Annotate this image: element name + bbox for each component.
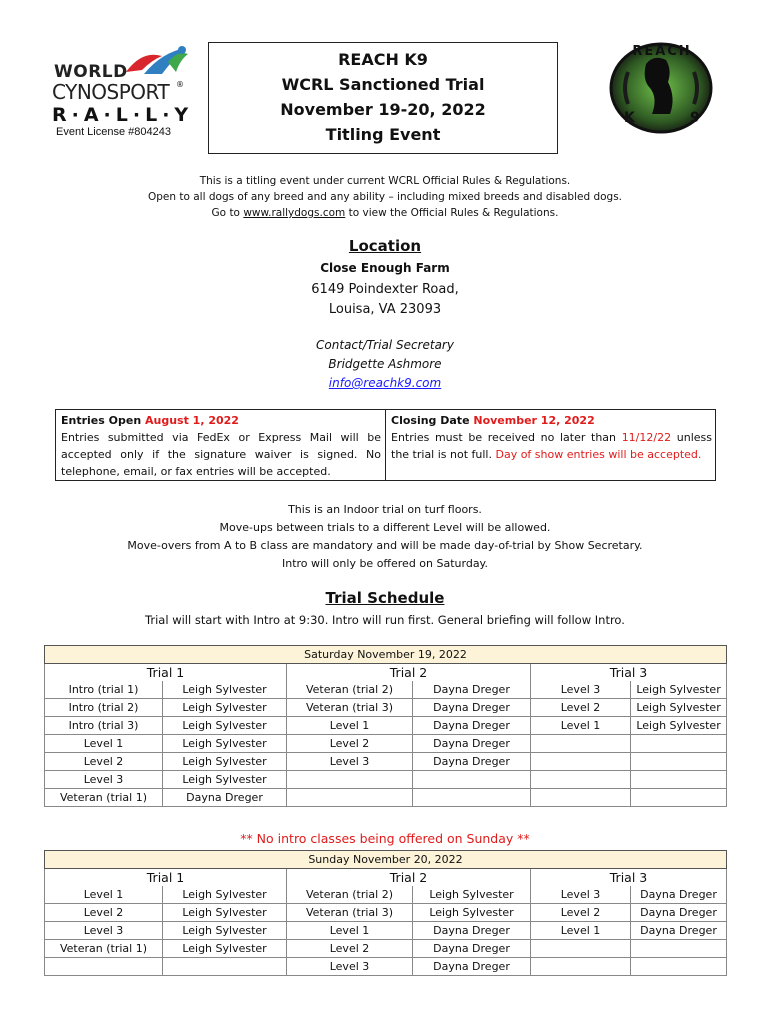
saturday-schedule-judge-cell <box>631 771 727 789</box>
sunday-trial-1-header: Trial 1 <box>45 869 287 887</box>
saturday-schedule-class-cell: Level 1 <box>45 735 163 753</box>
saturday-schedule-row <box>45 735 727 753</box>
saturday-schedule-judge-cell: Leigh Sylvester <box>163 753 287 771</box>
entries-open-cell <box>56 410 386 480</box>
saturday-schedule-judge-cell <box>631 753 727 771</box>
saturday-day-header: Saturday November 19, 2022 <box>45 646 727 664</box>
sunday-schedule-class-cell: Level 2 <box>287 940 413 958</box>
saturday-schedule-row <box>45 681 727 699</box>
intro-line-2: Open to all dogs of any breed and any ability – including mixed breeds and disabled dogs. <box>147 191 623 203</box>
sunday-schedule-class-cell: Veteran (trial 1) <box>45 940 163 958</box>
trial-schedule-subtitle: Trial will start with Intro at 9:30. Intro will run first. General briefing will follow Intro. <box>145 613 625 627</box>
saturday-schedule-class-cell <box>287 789 413 807</box>
entries-open-heading <box>61 412 381 429</box>
entries-close-text-pre: Entries must be received no later than <box>391 431 622 444</box>
sunday-trial-2-header: Trial 2 <box>287 869 531 887</box>
logo-cynosport-text: CYNOSPORT <box>52 80 170 104</box>
saturday-schedule-class-cell: Level 3 <box>531 681 631 699</box>
sunday-trial-3-header: Trial 3 <box>531 869 727 887</box>
entries-close-text-mid: unless the trial is not full. <box>391 431 712 461</box>
saturday-trial-2-header: Trial 2 <box>287 664 531 682</box>
sunday-schedule-class-cell: Level 2 <box>45 904 163 922</box>
contact-name: Bridgette Ashmore <box>328 357 442 371</box>
entries-open-date: August 1, 2022 <box>144 414 239 427</box>
saturday-schedule-class-cell: Level 1 <box>287 717 413 735</box>
sunday-schedule-judge-cell: Leigh Sylvester <box>163 904 287 922</box>
sunday-schedule-class-cell: Level 3 <box>531 886 631 904</box>
event-license: Event License #804243 <box>56 126 171 138</box>
intro-line-3-prefix: Go to <box>211 207 244 219</box>
sunday-schedule-judge-cell: Dayna Dreger <box>413 940 531 958</box>
note-line-1: This is an Indoor trial on turf floors. <box>288 503 482 516</box>
contact-email-link[interactable]: info@reachk9.com <box>328 376 442 390</box>
title-event-type: Titling Event <box>325 125 441 144</box>
location-heading: Location <box>348 237 422 255</box>
sunday-schedule-judge-cell <box>163 958 287 976</box>
saturday-schedule-judge-cell: Leigh Sylvester <box>631 717 727 735</box>
sunday-schedule-table <box>44 850 727 976</box>
sunday-schedule-row <box>45 886 727 904</box>
saturday-schedule-judge-cell <box>413 771 531 789</box>
saturday-schedule-body <box>45 646 727 807</box>
saturday-schedule-table <box>44 645 727 807</box>
saturday-schedule-judge-cell: Leigh Sylvester <box>163 681 287 699</box>
trial-schedule-heading: Trial Schedule <box>325 589 445 607</box>
saturday-schedule-class-cell <box>531 771 631 789</box>
event-title-box <box>208 42 558 154</box>
saturday-schedule-row <box>45 699 727 717</box>
saturday-schedule-class-cell: Intro (trial 2) <box>45 699 163 717</box>
saturday-schedule-judge-cell: Leigh Sylvester <box>631 681 727 699</box>
sunday-schedule-class-cell <box>45 958 163 976</box>
saturday-schedule-row <box>45 717 727 735</box>
logo-world-text: WORLD <box>54 62 128 82</box>
saturday-schedule-judge-cell: Dayna Dreger <box>413 753 531 771</box>
sunday-schedule-judge-cell: Leigh Sylvester <box>163 922 287 940</box>
logo-registered-mark: ® <box>176 80 184 89</box>
sunday-schedule-class-cell: Level 3 <box>287 958 413 976</box>
saturday-schedule-row <box>45 771 727 789</box>
saturday-schedule-class-cell: Veteran (trial 2) <box>287 681 413 699</box>
saturday-schedule-judge-cell: Leigh Sylvester <box>631 699 727 717</box>
sunday-schedule-class-cell: Level 1 <box>531 922 631 940</box>
saturday-schedule-judge-cell: Dayna Dreger <box>413 735 531 753</box>
saturday-trial-1-header: Trial 1 <box>45 664 287 682</box>
saturday-trial-3-header: Trial 3 <box>531 664 727 682</box>
intro-line-3 <box>0 205 770 221</box>
sunday-schedule-class-cell <box>531 940 631 958</box>
sunday-schedule-class-cell: Level 1 <box>287 922 413 940</box>
title-dates: November 19-20, 2022 <box>280 100 486 119</box>
reach-k9-logo <box>606 42 716 134</box>
intro-line-1: This is a titling event under current WCRL Official Rules & Regulations. <box>199 175 571 187</box>
sunday-schedule-judge-cell: Dayna Dreger <box>631 886 727 904</box>
sunday-schedule-judge-cell: Dayna Dreger <box>413 922 531 940</box>
entries-box <box>55 409 716 481</box>
saturday-schedule-class-cell <box>531 735 631 753</box>
sunday-schedule-judge-cell: Dayna Dreger <box>631 922 727 940</box>
saturday-schedule-class-cell <box>287 771 413 789</box>
sunday-schedule-class-cell <box>531 958 631 976</box>
saturday-schedule-judge-cell: Dayna Dreger <box>413 717 531 735</box>
logo-k-text: K <box>624 110 635 126</box>
saturday-schedule-class-cell <box>531 789 631 807</box>
sunday-schedule-body <box>45 851 727 976</box>
saturday-schedule-class-cell: Level 1 <box>531 717 631 735</box>
contact-title: Contact/Trial Secretary <box>316 338 454 352</box>
saturday-schedule-judge-cell <box>413 789 531 807</box>
saturday-schedule-class-cell <box>531 753 631 771</box>
saturday-schedule-class-cell: Level 2 <box>45 753 163 771</box>
saturday-schedule-class-cell: Veteran (trial 1) <box>45 789 163 807</box>
title-club: REACH K9 <box>338 50 428 69</box>
sunday-schedule-row <box>45 940 727 958</box>
entries-open-text: Entries submitted via FedEx or Express Mail will be accepted only if the signature waiver is signed. No telephone, email, or fax entries will be accepted. <box>61 431 381 478</box>
saturday-schedule-judge-cell: Dayna Dreger <box>413 681 531 699</box>
sunday-schedule-judge-cell: Leigh Sylvester <box>413 904 531 922</box>
sunday-no-intro-note: ** No intro classes being offered on Sunday ** <box>240 831 530 846</box>
saturday-schedule-class-cell: Level 2 <box>287 735 413 753</box>
saturday-schedule-judge-cell: Leigh Sylvester <box>163 717 287 735</box>
saturday-schedule-class-cell: Intro (trial 1) <box>45 681 163 699</box>
location-name: Close Enough Farm <box>320 261 450 275</box>
saturday-schedule-class-cell: Level 3 <box>45 771 163 789</box>
entries-close-heading <box>391 412 712 429</box>
location-address-line-2: Louisa, VA 23093 <box>328 302 442 317</box>
saturday-schedule-row <box>45 789 727 807</box>
sunday-schedule-class-cell: Veteran (trial 3) <box>287 904 413 922</box>
saturday-schedule-class-cell: Level 3 <box>287 753 413 771</box>
sunday-schedule-judge-cell: Leigh Sylvester <box>413 886 531 904</box>
entries-close-cell <box>386 410 716 480</box>
sunday-schedule-judge-cell: Dayna Dreger <box>413 958 531 976</box>
saturday-schedule-judge-cell: Dayna Dreger <box>163 789 287 807</box>
saturday-schedule-row <box>45 753 727 771</box>
contact-email-row <box>0 374 770 393</box>
saturday-schedule-judge-cell <box>631 735 727 753</box>
sunday-schedule-class-cell: Level 1 <box>45 886 163 904</box>
saturday-schedule-judge-cell: Leigh Sylvester <box>163 771 287 789</box>
intro-line-3-suffix: to view the Official Rules & Regulations. <box>345 207 559 219</box>
sunday-day-header: Sunday November 20, 2022 <box>45 851 727 869</box>
entries-close-text-date: 11/12/22 <box>621 431 672 444</box>
sunday-schedule-class-cell: Level 3 <box>45 922 163 940</box>
note-line-3: Move-overs from A to B class are mandatory and will be made day-of-trial by Show Secretary. <box>127 539 643 552</box>
saturday-schedule-judge-cell <box>631 789 727 807</box>
logo-rally-text: R·A·L·L·Y <box>52 104 194 126</box>
location-address-line-1: 6149 Poindexter Road, <box>311 282 459 297</box>
saturday-schedule-judge-cell: Leigh Sylvester <box>163 699 287 717</box>
sunday-schedule-judge-cell <box>631 958 727 976</box>
sunday-schedule-class-cell: Level 2 <box>531 904 631 922</box>
saturday-schedule-judge-cell: Dayna Dreger <box>413 699 531 717</box>
saturday-schedule-class-cell: Level 2 <box>531 699 631 717</box>
note-line-4: Intro will only be offered on Saturday. <box>281 557 488 570</box>
sunday-schedule-class-cell: Veteran (trial 2) <box>287 886 413 904</box>
entries-close-text <box>391 429 712 463</box>
entries-open-label: Entries Open <box>61 414 145 427</box>
saturday-schedule-judge-cell: Leigh Sylvester <box>163 735 287 753</box>
title-trial-type: WCRL Sanctioned Trial <box>281 75 485 94</box>
sunday-schedule-judge-cell: Leigh Sylvester <box>163 940 287 958</box>
logo-swoosh-icon <box>122 42 192 80</box>
logo-nine-text: 9 <box>690 110 700 126</box>
sunday-schedule-judge-cell: Dayna Dreger <box>631 904 727 922</box>
note-line-2: Move-ups between trials to a different Level will be allowed. <box>219 521 551 534</box>
rallydogs-link[interactable]: www.rallydogs.com <box>243 207 346 219</box>
entries-close-date: November 12, 2022 <box>473 414 595 427</box>
sunday-schedule-row <box>45 958 727 976</box>
world-cynosport-rally-logo <box>52 40 192 140</box>
saturday-schedule-class-cell: Veteran (trial 3) <box>287 699 413 717</box>
entries-close-label: Closing Date <box>391 414 474 427</box>
saturday-schedule-class-cell: Intro (trial 3) <box>45 717 163 735</box>
sunday-schedule-judge-cell <box>631 940 727 958</box>
sunday-schedule-judge-cell: Leigh Sylvester <box>163 886 287 904</box>
sunday-schedule-row <box>45 922 727 940</box>
day-of-show-note: Day of show entries will be accepted. <box>495 448 702 461</box>
sunday-schedule-row <box>45 904 727 922</box>
logo-reach-text: REACH <box>632 44 692 59</box>
